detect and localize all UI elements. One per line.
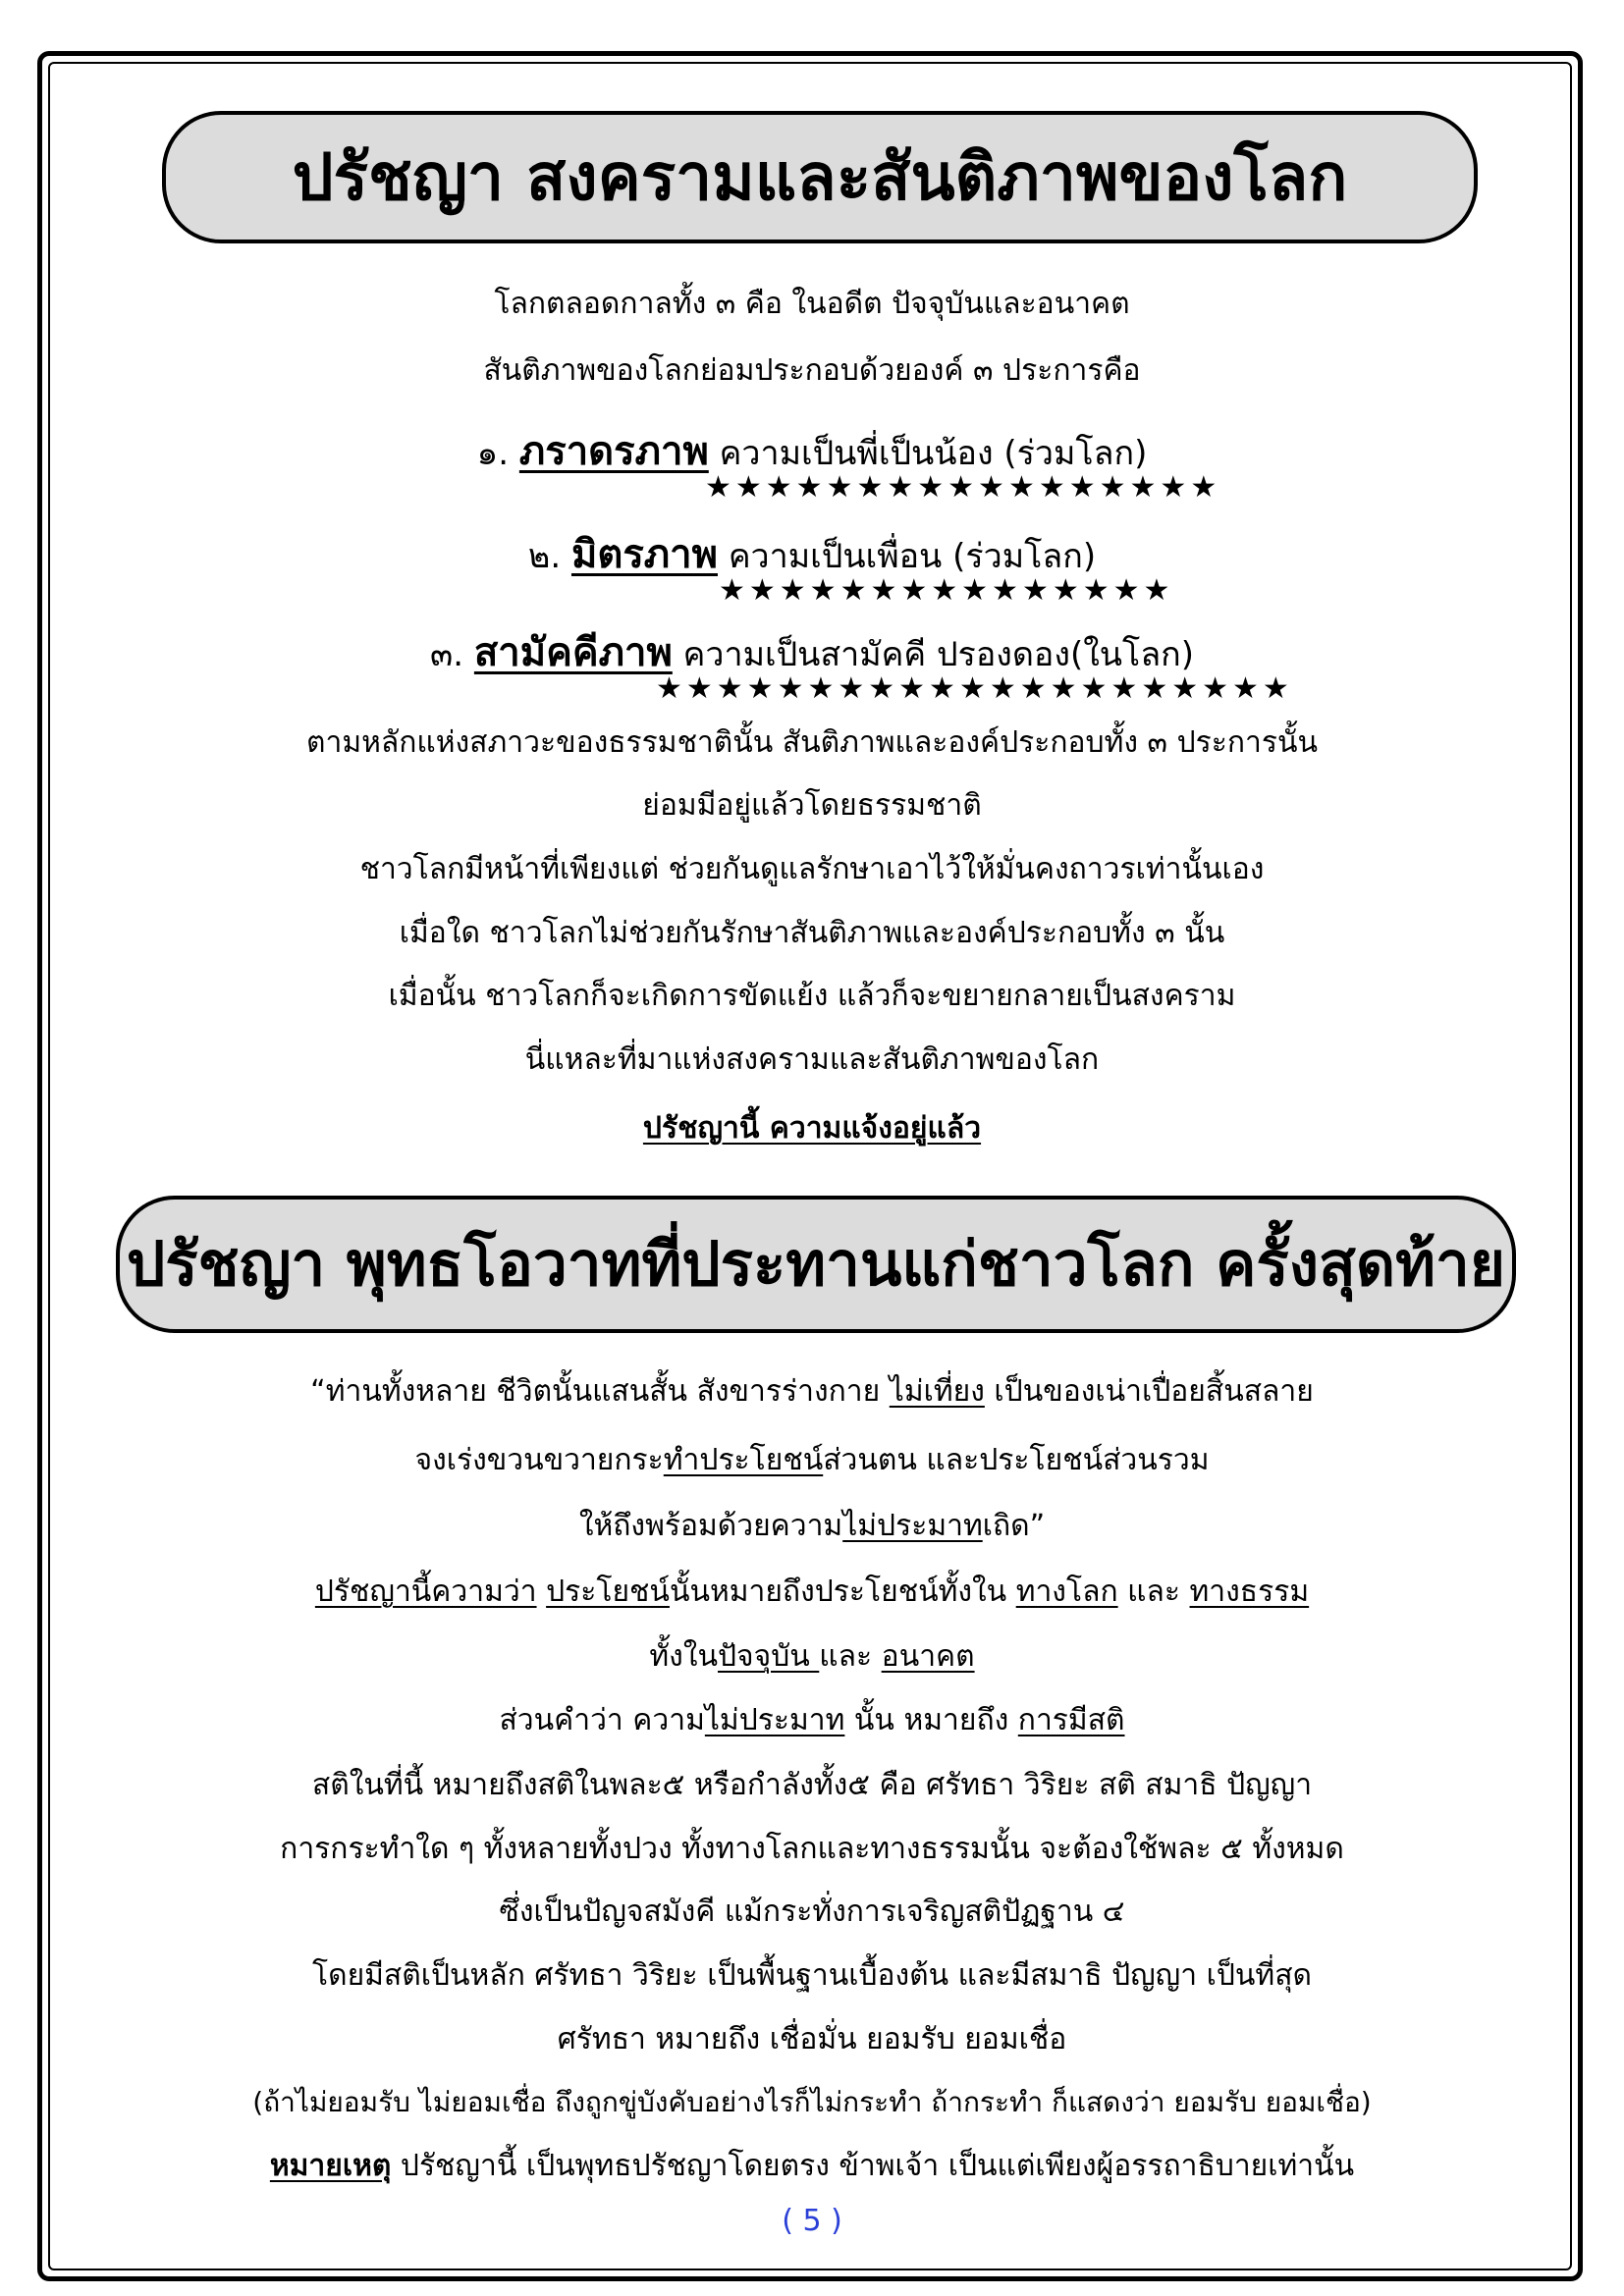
- meaning-underlined: ปรัชญานี้ความว่า: [314, 1575, 537, 1609]
- meaning-underlined: ประโยชน์: [546, 1575, 670, 1609]
- note-text: ปรัชญานี้ เป็นพุทธปรัชญาโดยตรง ข้าพเจ้า เป็นแต่เพียงผู้อรรถาธิบายเท่านั้น: [391, 2149, 1355, 2183]
- meaning-underlined: ทางโลก: [1015, 1575, 1118, 1609]
- quote-text: เป็นของเน่าเปื่อยสิ้นสลาย: [984, 1374, 1314, 1409]
- item-number: ๒.: [527, 537, 562, 576]
- meaning-line-3: [59, 1701, 1565, 1740]
- meaning-line-2: [59, 1637, 1565, 1677]
- section1-body-line-2: ย่อมมีอยู่แล้วโดยธรรมชาติ: [642, 788, 982, 823]
- item-2-stars: ★★★★★★★★★★★★★★★: [719, 573, 1174, 608]
- meaning-text: และ: [1117, 1575, 1190, 1609]
- item-term: สามัคคีภาพ: [473, 630, 673, 675]
- meaning-text: นั้น หมายถึง: [844, 1703, 1018, 1737]
- meaning-underlined: ทางธรรม: [1189, 1575, 1310, 1609]
- meaning-text: ทั้งใน: [649, 1639, 718, 1674]
- quote-text: ให้ถึงพร้อมด้วยความ: [578, 1509, 843, 1543]
- page-border-inner: [48, 62, 1572, 2270]
- item-number: ๑.: [476, 434, 510, 473]
- item-description: ความเป็นพี่เป็นน้อง (ร่วมโลก): [719, 434, 1148, 473]
- item-term: มิตรภาพ: [570, 532, 718, 577]
- meaning-line-1: [59, 1573, 1565, 1612]
- quote-underlined: ทำประโยชน์: [663, 1443, 824, 1477]
- quote-text: เถิด”: [982, 1509, 1046, 1543]
- section1-body-line-6: นี่แหละที่มาแห่งสงครามและสันติภาพของโลก: [524, 1042, 1100, 1077]
- item-3-stars: ★★★★★★★★★★★★★★★★★★★★★: [656, 671, 1293, 706]
- item-description: ความเป็นสามัคคี ปรองดอง(ในโลก): [682, 635, 1194, 674]
- meaning-text: ส่วนคำว่า ความ: [499, 1703, 705, 1737]
- section1-body-line-1: ตามหลักแห่งสภาวะของธรรมชาตินั้น สันติภาพและองค์ประกอบทั้ง ๓ ประการนั้น: [306, 725, 1318, 760]
- item-1-stars: ★★★★★★★★★★★★★★★★★: [705, 470, 1221, 505]
- section2-paren-line: (ถ้าไม่ยอมรับ ไม่ยอมเชื่อ ถึงถูกขู่บังคับอย่างไรก็ไม่กระทำ ถ้ากระทำ ก็แสดงว่า ยอมรับ ยอมเชื่อ): [252, 2086, 1372, 2118]
- quote-line-1: [59, 1372, 1565, 1412]
- section1-body-line-4: เมื่อใด ชาวโลกไม่ช่วยกันรักษาสันติภาพและองค์ประกอบทั้ง ๓ นั้น: [399, 916, 1225, 950]
- item-number: ๓.: [430, 635, 464, 674]
- section1-conclusion: [59, 1109, 1565, 1148]
- meaning-underlined: ไม่ประมาท: [704, 1703, 845, 1737]
- conclusion-text: ปรัชญานี้ ความแจ้งอยู่แล้ว: [642, 1111, 982, 1146]
- quote-text: “ท่านทั้งหลาย ชีวิตนั้นแสนสั้น สังขารร่างกาย: [310, 1374, 890, 1409]
- meaning-underlined: การมีสติ: [1017, 1703, 1125, 1737]
- section1-intro-line-2: สันติภาพของโลกย่อมประกอบด้วยองค์ ๓ ประการคือ: [483, 353, 1141, 388]
- section1-body-line-3: ชาวโลกมีหน้าที่เพียงแต่ ช่วยกันดูแลรักษาเอาไว้ให้มั่นคงถาวรเท่านั้นเอง: [359, 852, 1265, 886]
- section1-item-3: [59, 630, 1565, 675]
- section2-body-line-5: ศรัทธา หมายถึง เชื่อมั่น ยอมรับ ยอมเชื่อ: [557, 2022, 1067, 2056]
- quote-underlined: ไม่ประมาท: [842, 1509, 983, 1543]
- quote-underlined: ไม่เที่ยง: [889, 1374, 985, 1409]
- section1-item-1: [59, 429, 1565, 474]
- section2-body-line-2: การกระทำใด ๆ ทั้งหลายทั้งปวง ทั้งทางโลกและทางธรรมนั้น จะต้องใช้พละ ๕ ทั้งหมด: [280, 1832, 1344, 1866]
- quote-text: จงเร่งขวนขวายกระ: [414, 1443, 664, 1477]
- meaning-text: นั้นหมายถึงประโยชน์ทั้งใน: [669, 1575, 1016, 1609]
- section1-body-line-5: เมื่อนั้น ชาวโลกก็จะเกิดการขัดแย้ง แล้วก็จะขยายกลายเป็นสงคราม: [388, 979, 1236, 1013]
- section1-intro-line-1: โลกตลอดกาลทั้ง ๓ คือ ในอดีต ปัจจุบันและอนาคต: [494, 287, 1130, 321]
- quote-line-2: [59, 1441, 1565, 1480]
- section1-title: ปรัชญา สงครามและสันติภาพของโลก: [162, 111, 1478, 243]
- meaning-underlined: อนาคต: [881, 1639, 975, 1674]
- meaning-text: และ: [819, 1639, 882, 1674]
- meaning-spacer: [537, 1575, 547, 1609]
- section1-item-2: [59, 532, 1565, 577]
- section2-note-line: [59, 2147, 1565, 2186]
- item-term: ภราดรภาพ: [518, 429, 709, 474]
- quote-text: ส่วนตน และประโยชน์ส่วนรวม: [823, 1443, 1210, 1477]
- item-description: ความเป็นเพื่อน (ร่วมโลก): [728, 537, 1097, 576]
- quote-line-3: [59, 1507, 1565, 1546]
- note-label: หมายเหตุ: [269, 2149, 392, 2183]
- page-number: ( 5 ): [782, 2204, 842, 2238]
- section2-title: ปรัชญา พุทธโอวาทที่ประทานแก่ชาวโลก ครั้งสุดท้าย: [116, 1196, 1516, 1333]
- section2-body-line-1: สติในที่นี้ หมายถึงสติในพละ๕ หรือกำลังทั้ง๕ คือ ศรัทธา วิริยะ สติ สมาธิ ปัญญา: [311, 1768, 1313, 1802]
- section2-body-line-3: ซึ่งเป็นปัญจสมังคี แม้กระทั่งการเจริญสติปัฏฐาน ๔: [499, 1895, 1125, 1929]
- section2-body-line-4: โดยมีสติเป็นหลัก ศรัทธา วิริยะ เป็นพื้นฐานเบื้องต้น และมีสมาธิ ปัญญา เป็นที่สุด: [311, 1958, 1312, 1993]
- meaning-underlined: ปัจจุบัน: [718, 1639, 820, 1674]
